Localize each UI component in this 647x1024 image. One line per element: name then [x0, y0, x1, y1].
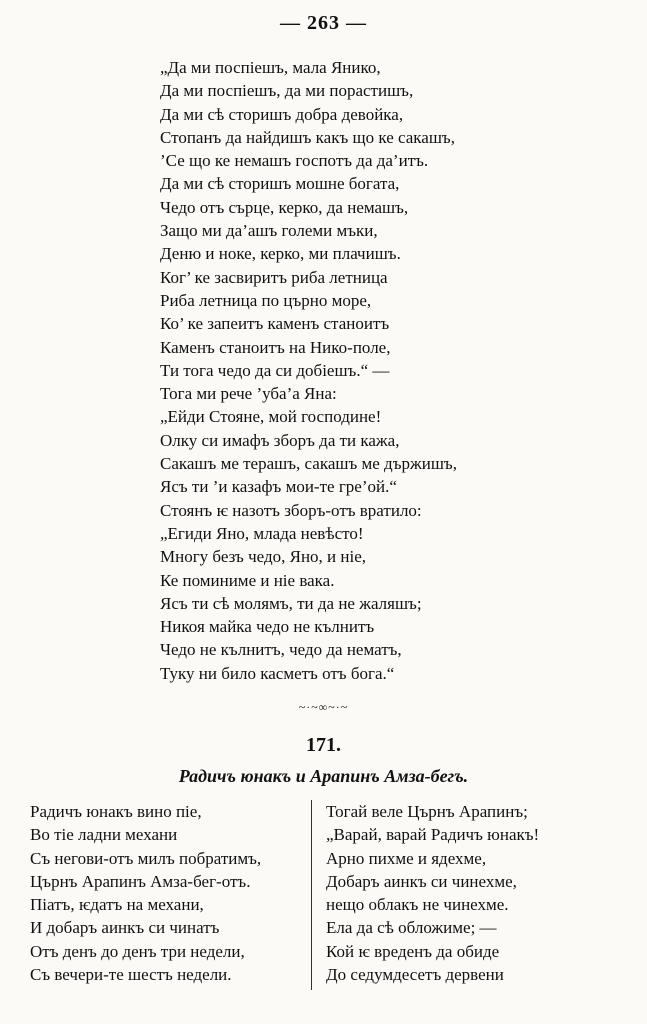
song-line: Кой ѥ вреденъ да обиде: [326, 941, 500, 961]
poem-line: Тога ми рече ’уба’а Яна:: [160, 384, 337, 404]
poem-line: Олку си имафъ зборъ да ти кажа,: [160, 430, 400, 450]
song-line: Радичъ юнакъ вино пiе,: [30, 802, 202, 821]
poem-line: Да ми поспiешъ, да ми порастишъ,: [160, 81, 414, 101]
song-line: Тогай веле Църнъ Арапинъ;: [326, 802, 528, 821]
section-ornament: ~·~∞~·~: [298, 700, 349, 714]
song-line: Отъ денъ до денъ три недели,: [30, 941, 245, 961]
song-line: Съ негови-отъ милъ побратимъ,: [30, 848, 262, 868]
song-column-left: [30, 800, 300, 986]
poem-line: „Ейди Стояне, мой господине!: [160, 407, 382, 427]
poem-line: Каменъ станоитъ на Нико-поле,: [160, 337, 391, 357]
poem-line: Ко’ ке запеитъ каменъ станоитъ: [160, 314, 390, 334]
poem-line: Многу безъ чедо, Яно, и нiе,: [160, 547, 367, 567]
poem-line: „Да ми поспiешъ, мала Янико,: [160, 58, 381, 77]
poem-line: ’Се що ке немашъ госпотъ да да’итъ.: [160, 151, 429, 171]
song-line: Пiатъ, ѥдатъ на механи,: [30, 895, 204, 915]
poem-line: Сакашъ ме терашъ, сакашъ ме държишъ,: [160, 454, 457, 474]
poem-line: Ког’ ке засвиритъ риба летница: [160, 267, 388, 287]
song-line: И добаръ аинкъ си чинатъ: [30, 918, 220, 938]
column-divider: [311, 800, 312, 990]
song-line: До седумдесетъ дервени: [326, 965, 504, 985]
song-line: Ела да сѣ обложиме; —: [326, 918, 497, 938]
poem-line: Стоянъ ѥ назотъ зборъ-отъ вратило:: [160, 500, 422, 520]
song-column-right: [326, 800, 626, 986]
song-line: Съ вечери-те шестъ недели.: [30, 965, 232, 985]
page-number: — 263 —: [280, 12, 367, 34]
poem-line: Стопанъ да найдишъ какъ що ке сакашъ,: [160, 127, 455, 147]
poem-line: Да ми сѣ сторишъ добра девойка,: [160, 104, 404, 124]
poem-line: Ясъ ти ’и казафъ мои-те гре’ой.“: [160, 477, 397, 497]
poem-line: Ке поминиме и нiе вака.: [160, 570, 335, 590]
poem-line: „Егиди Яно, млада невѣсто!: [160, 523, 364, 543]
song-line: Во тiе ладни механи: [30, 825, 178, 845]
poem-line: Туку ни било касметъ отъ бога.“: [160, 663, 395, 683]
poem-line: Чедо отъ сърце, керко, да немашъ,: [160, 197, 409, 217]
song-line: нещо облакъ не чинехме.: [326, 895, 509, 915]
poem-line: Риба летница по църно море,: [160, 290, 372, 310]
poem-line: Никоя майка чедо не кълнитъ: [160, 617, 375, 637]
song-number: 171.: [306, 734, 341, 756]
song-line: Арно пихме и ядехме,: [326, 848, 487, 868]
poem-line: Да ми сѣ сторишъ мошне богата,: [160, 174, 400, 194]
poem-line: Ясъ ти сѣ молямъ, ти да не жаляшъ;: [160, 593, 422, 613]
song-line: „Варай, варай Радичъ юнакъ!: [326, 825, 540, 845]
song-title: Радичъ юнакъ и Арапинъ Амза-бегъ.: [178, 766, 469, 786]
song-line: Църнъ Арапинъ Амза-бег-отъ.: [30, 871, 251, 891]
poem-continuation: [160, 56, 600, 685]
poem-line: Деню и ноке, керко, ми плачишъ.: [160, 244, 401, 264]
song-line: Добаръ аинкъ си чинехме,: [326, 871, 517, 891]
poem-line: Ти тога чедо да си добiешъ.“ —: [160, 360, 390, 380]
poem-line: Защо ми да’ашъ големи мъки,: [160, 221, 378, 241]
poem-line: Чедо не кълнитъ, чедо да нематъ,: [160, 640, 402, 660]
